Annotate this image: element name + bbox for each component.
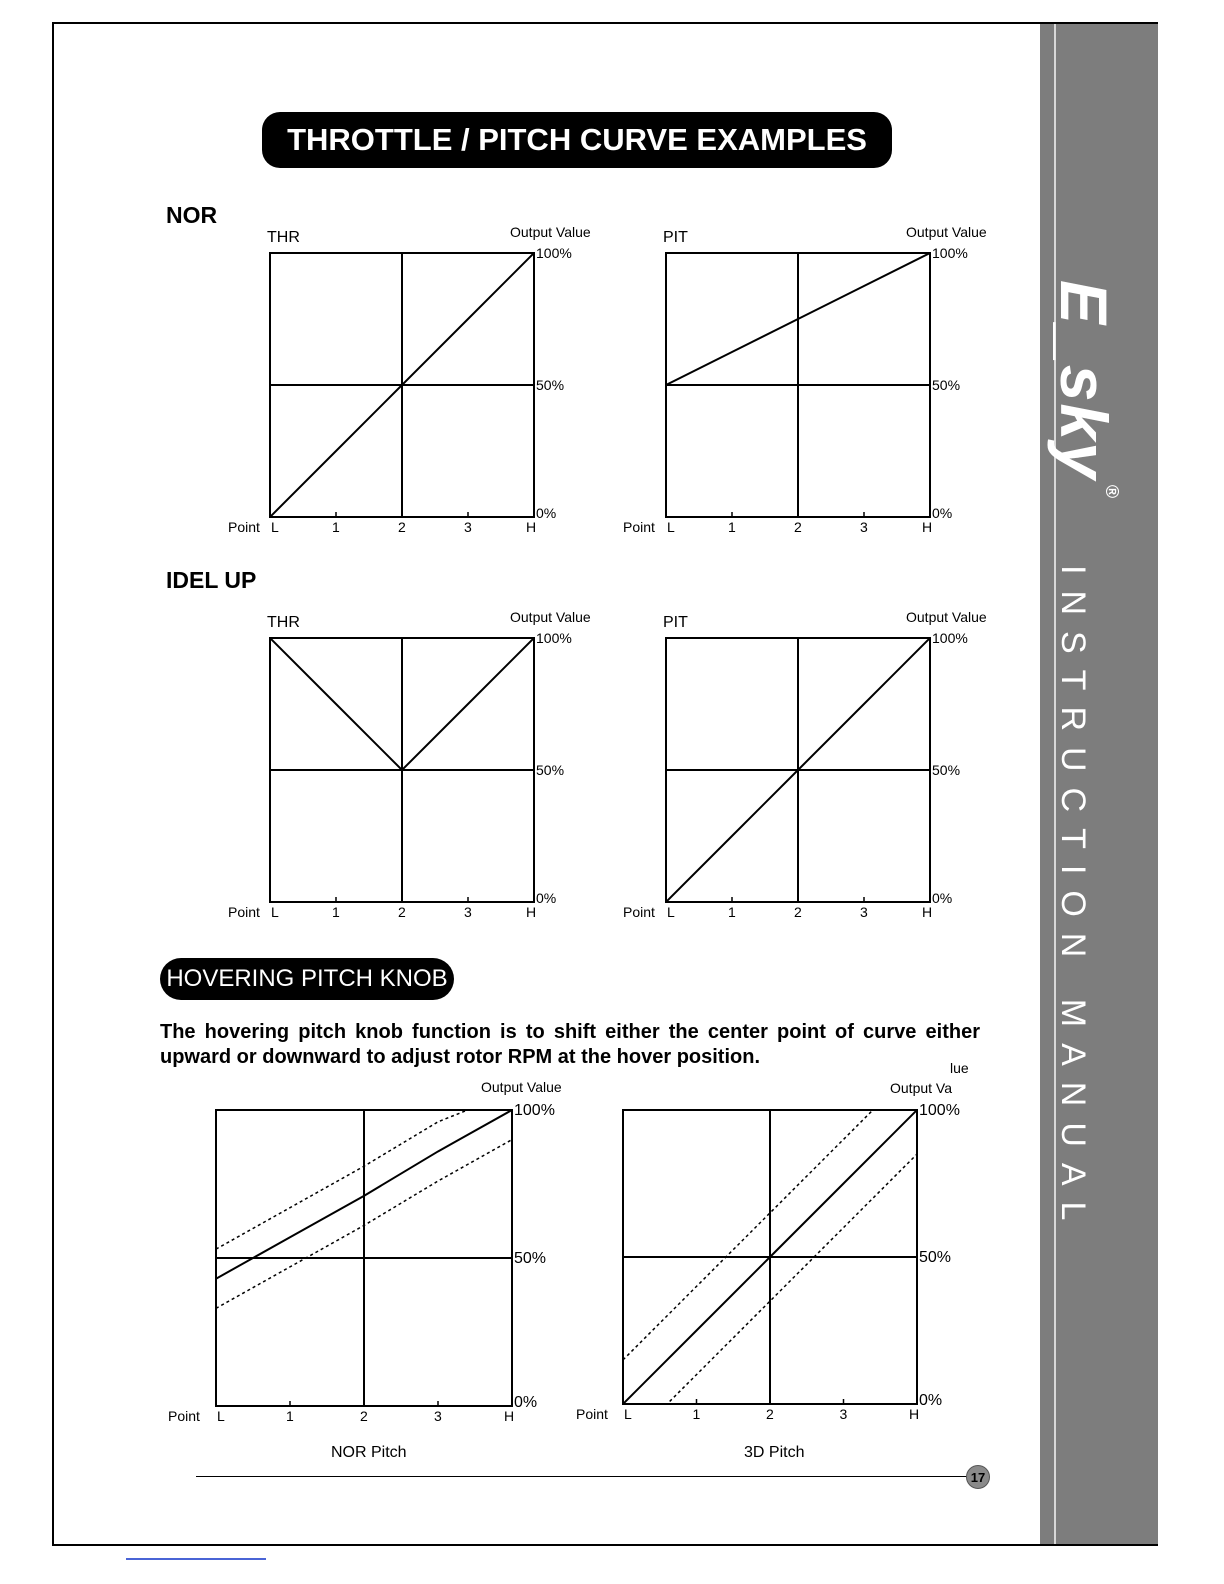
- registered-mark: ®: [1102, 484, 1122, 501]
- section-nor: NOR: [166, 202, 218, 228]
- hover-nor-point-label: Point: [168, 1408, 200, 1424]
- hover-nor-xtick-label-2: 2: [360, 1408, 368, 1424]
- hover-3d-xtick-label-4: H: [909, 1406, 920, 1422]
- idle-pit-xtick-label-2: 2: [794, 904, 802, 920]
- hover-nor-output-label: Output Value: [481, 1079, 562, 1095]
- hover-nor-caption: NOR Pitch: [331, 1444, 407, 1461]
- idle-pit-point-label: Point: [623, 904, 655, 920]
- stray-label-top: lue: [950, 1060, 969, 1076]
- idle-thr-xtick-label-1: 1: [332, 904, 340, 920]
- hover-3d-ytick-50: 50%: [919, 1249, 952, 1266]
- nor-thr-xtick-label-0: L: [271, 519, 279, 535]
- hover-3d-xtick-label-1: 1: [692, 1406, 701, 1422]
- idle-pit-ytick-50: 50%: [932, 762, 961, 778]
- idle-thr-xtick-label-2: 2: [398, 904, 406, 920]
- idle-pit-output-label: Output Value: [906, 609, 987, 625]
- nor-thr-xtick-label-3: 3: [464, 519, 472, 535]
- nor-thr-xtick-label-1: 1: [332, 519, 340, 535]
- nor-thr-ytick-50: 50%: [536, 377, 565, 393]
- nor-pit-xtick-label-2: 2: [794, 519, 802, 535]
- hover-3d-point-label: Point: [576, 1406, 608, 1422]
- hover-3d-ytick-0: 0%: [919, 1392, 943, 1409]
- hover-nor-xtick-label-3: 3: [434, 1408, 442, 1424]
- nor-pit-ytick-0: 0%: [932, 505, 953, 521]
- nor-pit-xtick-label-3: 3: [860, 519, 868, 535]
- idle-thr-xtick-label-0: L: [271, 904, 279, 920]
- idle-thr-ytick-100: 100%: [536, 630, 572, 646]
- hover-3d-xtick-label-3: 3: [839, 1406, 848, 1422]
- nor-pit-output-label: Output Value: [906, 224, 987, 240]
- idle-thr-ytick-50: 50%: [536, 762, 565, 778]
- nor-thr-ytick-100: 100%: [536, 245, 572, 261]
- nor-pit-point-label: Point: [623, 519, 655, 535]
- hover-3d-xtick-label-2: 2: [766, 1406, 774, 1422]
- hover-nor-ytick-100: 100%: [514, 1102, 555, 1119]
- nor-pit-ytick-50: 50%: [932, 377, 961, 393]
- idle-pit-xtick-label-0: L: [667, 904, 675, 920]
- nor-thr-point-label: Point: [228, 519, 260, 535]
- hover-3d-xtick-label-0: L: [624, 1406, 632, 1422]
- idle-thr-output-label: Output Value: [510, 609, 591, 625]
- hover-3d-ytick-100: 100%: [919, 1102, 960, 1119]
- idle-thr-xtick-label-3: 3: [464, 904, 472, 920]
- idle-pit-title: PIT: [663, 614, 688, 631]
- instruction-manual-label: INSTRUCTION MANUAL: [1054, 565, 1092, 1237]
- hover-nor-ytick-50: 50%: [514, 1250, 547, 1267]
- idle-thr-xtick-label-4: H: [526, 904, 537, 920]
- idle-thr-point-label: Point: [228, 904, 260, 920]
- hover-nor-xtick-label-1: 1: [286, 1408, 294, 1424]
- nor-thr-xtick-label-4: H: [526, 519, 537, 535]
- hover-nor-ytick-0: 0%: [514, 1394, 538, 1411]
- hover-nor-xtick-label-4: H: [504, 1408, 515, 1424]
- idle-pit-ytick-100: 100%: [932, 630, 968, 646]
- nor-pit-xtick-label-0: L: [667, 519, 675, 535]
- hover-nor-xtick-label-0: L: [217, 1408, 225, 1424]
- nor-thr-title: THR: [267, 229, 300, 246]
- nor-pit-xtick-label-4: H: [922, 519, 933, 535]
- section-idle-up: IDEL UP: [166, 567, 257, 593]
- hovering-title: HOVERING PITCH KNOB: [160, 958, 454, 1000]
- hover-3d-output-label: Output Va: [890, 1080, 953, 1096]
- idle-pit-xtick-label-4: H: [922, 904, 933, 920]
- nor-pit-ytick-100: 100%: [932, 245, 968, 261]
- footer-line: [196, 1476, 971, 1477]
- idle-thr-ytick-0: 0%: [536, 890, 557, 906]
- nor-pit-title: PIT: [663, 229, 688, 246]
- idle-pit-xtick-label-1: 1: [728, 904, 736, 920]
- page-number: 17: [966, 1465, 990, 1489]
- hover-3d-caption: 3D Pitch: [744, 1444, 805, 1461]
- page-title: THROTTLE / PITCH CURVE EXAMPLES: [262, 112, 892, 168]
- nor-pit-xtick-label-1: 1: [728, 519, 736, 535]
- idle-pit-ytick-0: 0%: [932, 890, 953, 906]
- nor-thr-xtick-label-2: 2: [398, 519, 406, 535]
- nor-thr-ytick-0: 0%: [536, 505, 557, 521]
- brand-name: E_sky: [1047, 280, 1121, 481]
- idle-pit-xtick-label-3: 3: [860, 904, 868, 920]
- nor-thr-output-label: Output Value: [510, 224, 591, 240]
- hovering-description: The hovering pitch knob function is to shift either the center point of curve either upward or downward to adjust rotor RPM at the hover position.: [160, 1021, 980, 1068]
- underline-mark: [126, 1558, 266, 1560]
- idle-thr-title: THR: [267, 614, 300, 631]
